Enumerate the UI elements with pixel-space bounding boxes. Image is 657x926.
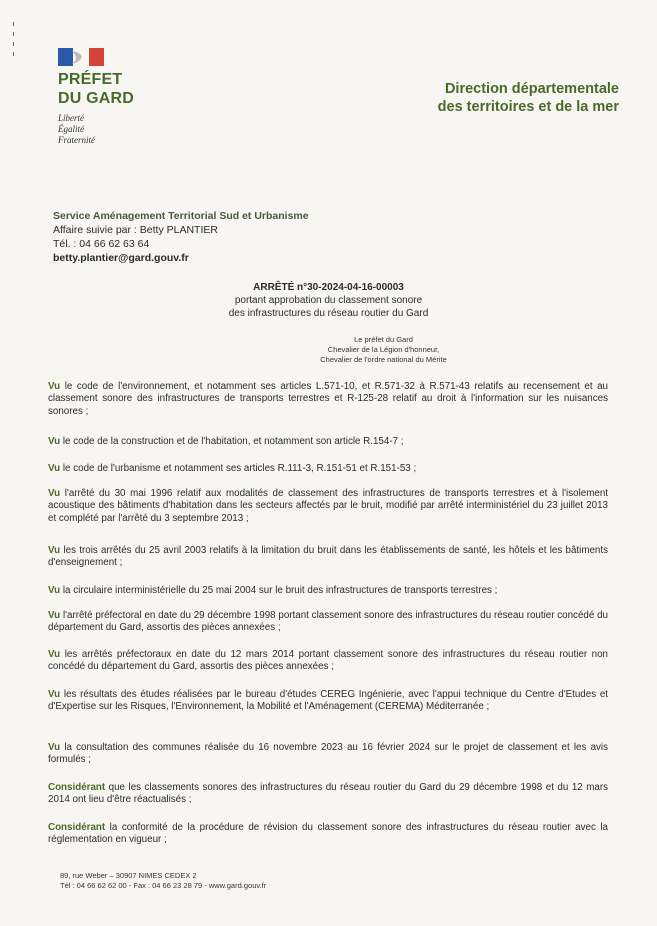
paragraph-keyword: Vu (48, 488, 61, 499)
paragraph-considerant-conformite (48, 822, 608, 847)
signer-block (0, 335, 657, 365)
marianne-logo-icon (58, 48, 104, 66)
paragraph-vu-circulaire (48, 585, 608, 597)
footer-address: 89, rue Weber – 30907 NIMES CEDEX 2 (60, 871, 197, 880)
paragraph-text: l'arrêté préfectoral en date du 29 décembre 1998 portant classement sonore des infrastructures du réseau routier concédé du département du Gard, assortis des pièces annexées ; (48, 610, 608, 634)
motto-egalite: Égalité (58, 124, 84, 134)
footer-contact: Tél : 04 66 62 62 00 - Fax : 04 66 23 28 79 - www.gard.gouv.fr (60, 881, 267, 890)
paragraph-vu-arrete-1998 (48, 610, 608, 635)
logo-line-2: DU GARD (58, 90, 135, 107)
paragraph-keyword: Vu (48, 742, 61, 753)
direction-line-2: des territoires et de la mer (437, 99, 619, 115)
signer-line-1: Le préfet du Gard (354, 335, 413, 344)
paragraph-keyword: Vu (48, 381, 61, 392)
arrete-title-block (0, 281, 657, 320)
paragraph-text: le code de l'urbanisme et notamment ses articles R.111-3, R.151-51 et R.151-53 ; (60, 463, 417, 474)
paragraph-vu-etudes (48, 689, 608, 714)
affaire-suivie: Affaire suivie par : Betty PLANTIER (53, 224, 218, 236)
paragraph-text: le code de la construction et de l'habitation, et notamment son article R.154-7 ; (60, 436, 404, 447)
arrete-subtitle-2: des infrastructures du réseau routier du Gard (228, 308, 429, 319)
paragraph-text: la consultation des communes réalisée du 16 novembre 2023 au 16 février 2024 sur le projet de classement et les avis formulés ; (48, 742, 608, 766)
paragraph-vu-construction (48, 436, 608, 448)
paragraph-vu-environnement (48, 381, 608, 418)
paragraph-text: le code de l'environnement, et notamment ses articles L.571-10, et R.571-32 à R.571-43 relatifs au recensement et au classement sonore des infrastructures de transports terrestres et R-125-28 relatif au droit à l'information sur les nuisances sonores ; (48, 381, 608, 417)
service-block (53, 209, 309, 265)
paragraph-keyword: Vu (48, 585, 61, 596)
paragraph-text: les trois arrêtés du 25 avril 2003 relatifs à la limitation du bruit dans les établissements de santé, les hôtels et les bâtiments d'enseignement ; (48, 545, 608, 569)
paragraph-keyword: Vu (48, 610, 61, 621)
paragraph-vu-arretes-2014 (48, 649, 608, 674)
paragraph-considerant-reactualisation (48, 782, 608, 807)
paragraph-vu-arretes-2003 (48, 545, 608, 570)
page-footer (60, 871, 266, 891)
logo-line-1: PRÉFET (58, 71, 123, 88)
direction-line-1: Direction départementale (444, 81, 619, 97)
direction-heading (438, 80, 619, 116)
signer-line-2: Chevalier de la Légion d'honneur, (327, 345, 440, 354)
service-email[interactable]: betty.plantier@gard.gouv.fr (53, 252, 189, 264)
paragraph-text: les résultats des études réalisées par le bureau d'études CEREG Ingénierie, avec l'appui technique du Centre d'Etudes et d'Expertise sur les Risques, l'Environnement, la Mobilité et l'Aménagement (CEREMA) Méditerranée ; (48, 689, 608, 713)
paragraph-text: l'arrêté du 30 mai 1996 relatif aux modalités de classement des infrastructures de transports terrestres et à l'isolement acoustique des bâtiments d'habitation dans les secteurs affectés par le bruit, modifié par arrêté interministériel du 23 juillet 2013 et complété par l'arrêté du 3 septembre 2013 ; (48, 488, 608, 524)
paragraph-keyword: Vu (48, 545, 61, 556)
paragraph-text: la circulaire interministérielle du 25 mai 2004 sur le bruit des infrastructures de transports terrestres ; (60, 585, 498, 596)
arrete-number: ARRÊTÉ n°30-2024-04-16-00003 (253, 282, 404, 293)
paragraph-keyword: Considérant (48, 782, 106, 793)
paragraph-keyword: Vu (48, 689, 61, 700)
motto-liberte: Liberté (58, 113, 84, 123)
service-tel: Tél. : 04 66 62 63 64 (53, 238, 150, 250)
paragraph-keyword: Vu (48, 463, 61, 474)
paragraph-vu-consultation (48, 742, 608, 767)
arrete-subtitle-1: portant approbation du classement sonore (234, 295, 423, 306)
republic-motto (58, 113, 95, 146)
paragraph-text: la conformité de la procédure de révision du classement sonore des infrastructures du réseau routier avec la réglementation en vigueur ; (48, 822, 608, 846)
paragraph-keyword: Vu (48, 436, 61, 447)
paragraph-keyword: Vu (48, 649, 61, 660)
paragraph-keyword: Considérant (48, 822, 106, 833)
paragraph-vu-arrete-1996 (48, 488, 608, 525)
motto-fraternite: Fraternité (58, 135, 95, 145)
paragraph-vu-urbanisme (48, 463, 608, 475)
scan-mark (12, 22, 15, 62)
signer-line-3: Chevalier de l'ordre national du Mérite (320, 355, 447, 364)
paragraph-text: que les classements sonores des infrastructures du réseau routier du Gard du 29 décembre 1998 et du 12 mars 2014 ont lieu d'être réactualisés ; (48, 782, 608, 806)
service-title: Service Aménagement Territorial Sud et Urbanisme (53, 210, 309, 222)
prefet-logo-text (58, 70, 134, 108)
paragraph-text: les arrêtés préfectoraux en date du 12 mars 2014 portant classement sonore des infrastructures du réseau routier non concédé du département du Gard, assortis des pièces annexées ; (48, 649, 608, 673)
